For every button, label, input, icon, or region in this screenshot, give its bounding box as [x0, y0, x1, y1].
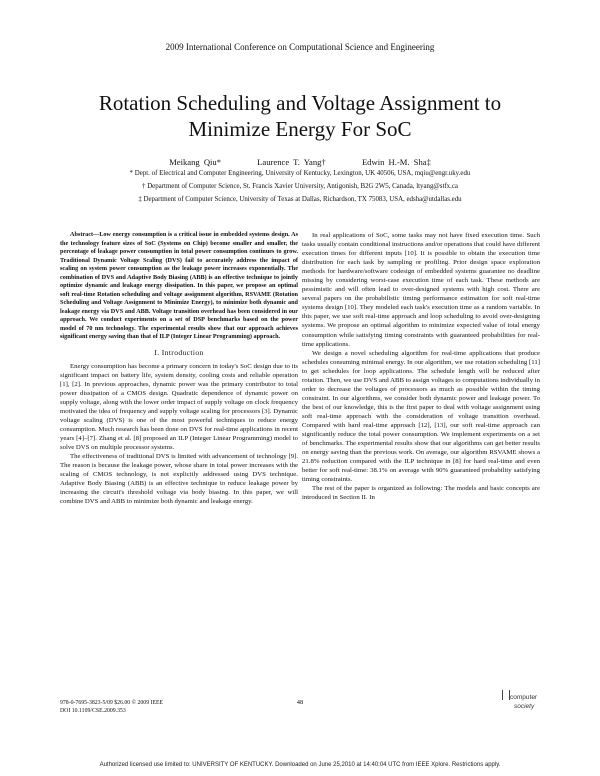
author-2: Laurence T. Yang† — [257, 157, 326, 167]
title-line-1: Rotation Scheduling and Voltage Assignment to — [98, 91, 502, 115]
right-column — [302, 231, 540, 502]
body-paragraph-3: The rest of the paper is organized as following: The models and basic concepts are introduced in Section II. In — [302, 485, 540, 502]
intro-paragraph-2: The effectiveness of traditional DVS is limited with advancement of technology [9]. The reason is because the leakage power, whose share in total power increases with the scaling of CMOS technology, is not explicitly addressed using DVS technique. Adaptive Body Biasing (ABB) is an effective technique to reduce leakage power by increasing the circuit's threshold voltage via body biasing. In this paper, we will combine DVS and ABB to minimize both dynamic and leakage energy. — [60, 453, 298, 506]
affiliation-1: * Dept. of Electrical and Computer Engineering, University of Kentucky, Lexington, UK 40506, USA, mqiu@engr.uky.edu — [129, 170, 471, 177]
left-column — [60, 231, 298, 506]
author-list — [0, 157, 600, 167]
doi-line: DOI 10.1109/CSE.2009.353 — [60, 708, 126, 714]
affiliation-3: ‡ Department of Computer Science, University of Texas at Dallas, Richardson, TX 75083, USA, edsha@utdallas.edu — [138, 196, 462, 203]
conference-header: 2009 International Conference on Computational Science and Engineering — [165, 42, 435, 52]
affiliation-2: † Department of Computer Science, St. Francis Xavier University, Antigonish, B2G 2W5, Canada, ltyang@stfx.ca — [142, 183, 458, 190]
body-paragraph-1: In real applications of SoC, some tasks may not have fixed execution time. Such tasks usually contain conditional instructions and/or operations that could have different execution times for different inputs [10]. It is possible to obtain the execution time distribution for each task by sampling or profiling. Prior design space exploration methods for hardware/software codesign of embedded systems guarantee no deadline missing by considering worst-case execution time of each task. These methods are pessimistic and will often lead to over-designed systems with high cost. There are several papers on the probabilistic timing performance estimation for soft real-time systems design [10]. They modeled each task's execution time as a random variable. In this paper, we use soft real-time approach and loop scheduling to avoid over-designing systems. We propose an optimal algorithm to minimize expected value of total energy consumption while satisfying timing constraints with guaranteed probabilities for real-time applications. — [302, 232, 540, 348]
title-line-2: Minimize Energy For SoC — [188, 117, 412, 141]
abstract: Abstract—Low energy consumption is a critical issue in embedded systems design. As the technology feature sizes of SoC (Systems on Chip) become smaller and smaller, the percentage of leakage power consumption in total power consumption continues to grow. Traditional Dynamic Voltage Scaling (DVS) fail to accurately address the impact of scaling on system power consumption as the leakage power increases exponentially. The combination of DVS and Adaptive Body Biasing (ABB) is an effective technique to jointly optimize dynamic and leakage energy dissipation. In this paper, we propose an optimal soft real-time Rotation scheduling and voltage assignment algorithm, RSVAME (Rotation Scheduling and Voltage Assignment to Minimize Energy), to minimize both dynamic and leakage energy via DVS and ABB. Voltage transition overhead has been considered in our approach. We conduct experiments on a set of DSP benchmarks based on the power model of 70 nm technology. The experimental results show that our approach achieves significant energy saving than that of ILP (Integer Linear Programming) approach. — [60, 231, 298, 340]
isbn-line: 978-0-7695-3823-5/09 $26.00 © 2009 IEEE — [60, 700, 164, 706]
license-notice: Authorized licensed use limited to: UNIVERSITY OF KENTUCKY. Downloaded on June 25,2010 at 14:40:04 UTC from IEEE Xplore. Restrictions apply. — [99, 762, 501, 768]
author-1: Meikang Qiu* — [169, 157, 222, 167]
body-paragraph-2: We design a novel scheduling algorithm for real-time applications that produce schedules consuming minimal energy. In our algorithm, we use rotation scheduling [11] to get schedules for loop applications. The schedule length will be reduced after rotation. Then, we use DVS and ABB to assign voltages to computations individually in order to decrease the voltages of processors as much as possible within the timing constraint. In our algorithms, we consider both dynamic power and leakage power. To the best of our knowledge, this is the first paper to deal with voltage assignment using soft real-time approach with the consideration of voltage transition overhead. Compared with hard real-time approach [12], [13], our soft real-time approach can significantly reduce the total power consumption. We implement experiments on a set of benchmarks. The experimental results show that our algorithms can get better results on energy saving than the previous work. On average, our algorithm RSVAME shows a 21.8% reduction compared with the ILP technique in [8] for hard real-time and even better for soft real-time: 38.1% on average with 90% guaranteed probability satisfying timing constraints. — [302, 349, 540, 484]
page-number: 48 — [296, 699, 304, 706]
paper-title — [40, 90, 560, 142]
computer-society-logo — [500, 690, 548, 714]
intro-paragraph-1: Energy consumption has become a primary concern in today's SoC design due to its significant impact on battery life, system density, cooling costs and reliable operation [1], [2]. In previous approaches, dynamic power was the primary contributor to total power dissipation of a CMOS design. Quadratic dependence of dynamic power on supply voltage, along with the lower order impact of supply voltage on clock frequency motivated the idea of frequency and supply voltage scaling for processors [3]. Dynamic voltage scaling (DVS) is one of the most powerful techniques to reduce energy consumption. Much research has been done on DVS for real-time applications in recent years [4]–[7]. Zhang et al. [8] proposed an ILP (Integer Linear Programming) model to solve DVS on multiple processor systems. — [60, 362, 298, 451]
logo-mark-icon — [502, 690, 510, 700]
logo-text-line-2: society — [514, 703, 535, 710]
section-heading-introduction: I. Introduction — [154, 347, 204, 357]
logo-text-line-1: computer — [510, 694, 538, 701]
author-3: Edwin H.-M. Sha‡ — [361, 157, 431, 167]
